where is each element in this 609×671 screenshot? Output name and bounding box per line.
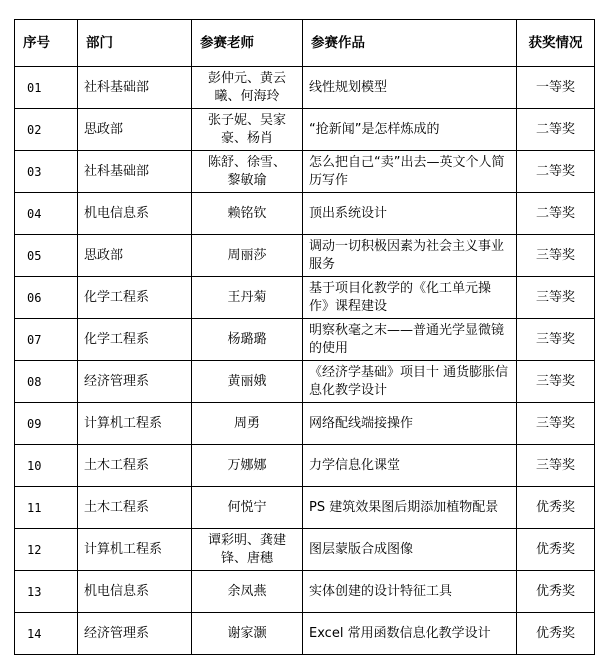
cell-dept: 经济管理系 <box>78 361 192 403</box>
header-teacher: 参赛老师 <box>192 20 303 67</box>
header-row <box>15 20 595 67</box>
cell-teacher: 周勇 <box>192 403 303 445</box>
table-body <box>15 67 595 655</box>
cell-work: PS 建筑效果图后期添加植物配景 <box>303 487 517 529</box>
cell-work: 网络配线端接操作 <box>303 403 517 445</box>
cell-work: 基于项目化教学的《化工单元操作》课程建设 <box>303 277 517 319</box>
cell-teacher: 余凤燕 <box>192 571 303 613</box>
cell-dept: 土木工程系 <box>78 445 192 487</box>
cell-teacher: 陈舒、徐雪、黎敏瑜 <box>192 151 303 193</box>
cell-dept: 化学工程系 <box>78 319 192 361</box>
cell-award: 三等奖 <box>517 445 595 487</box>
cell-teacher: 杨璐璐 <box>192 319 303 361</box>
cell-work: 《经济学基础》项目十 通货膨胀信息化教学设计 <box>303 361 517 403</box>
cell-no: 14 <box>15 613 78 655</box>
table-row <box>15 235 595 277</box>
cell-no: 03 <box>15 151 78 193</box>
cell-work: 明察秋毫之末——普通光学显微镜的使用 <box>303 319 517 361</box>
table-row <box>15 151 595 193</box>
table-header <box>15 20 595 67</box>
cell-award: 二等奖 <box>517 109 595 151</box>
cell-dept: 思政部 <box>78 109 192 151</box>
cell-teacher: 彭仲元、黄云曦、何海玲 <box>192 67 303 109</box>
cell-award: 三等奖 <box>517 361 595 403</box>
cell-work: 怎么把自己“卖”出去—英文个人简历写作 <box>303 151 517 193</box>
cell-teacher: 万娜娜 <box>192 445 303 487</box>
cell-teacher: 周丽莎 <box>192 235 303 277</box>
cell-teacher: 黄丽娥 <box>192 361 303 403</box>
table-row <box>15 67 595 109</box>
cell-teacher: 王丹菊 <box>192 277 303 319</box>
cell-award: 二等奖 <box>517 151 595 193</box>
cell-dept: 社科基础部 <box>78 67 192 109</box>
header-dept: 部门 <box>78 20 192 67</box>
cell-work: 图层蒙版合成图像 <box>303 529 517 571</box>
cell-dept: 思政部 <box>78 235 192 277</box>
table-row <box>15 571 595 613</box>
table-row <box>15 529 595 571</box>
table-row <box>15 319 595 361</box>
cell-award: 三等奖 <box>517 403 595 445</box>
cell-work: 顶出系统设计 <box>303 193 517 235</box>
cell-no: 02 <box>15 109 78 151</box>
cell-award: 三等奖 <box>517 235 595 277</box>
cell-dept: 社科基础部 <box>78 151 192 193</box>
cell-work: 调动一切积极因素为社会主义事业服务 <box>303 235 517 277</box>
cell-no: 13 <box>15 571 78 613</box>
cell-no: 01 <box>15 67 78 109</box>
header-award: 获奖情况 <box>517 20 595 67</box>
cell-award: 一等奖 <box>517 67 595 109</box>
table-row <box>15 445 595 487</box>
cell-no: 08 <box>15 361 78 403</box>
cell-no: 05 <box>15 235 78 277</box>
award-table-container <box>14 19 595 655</box>
table-row <box>15 193 595 235</box>
table-row <box>15 361 595 403</box>
cell-no: 11 <box>15 487 78 529</box>
table-row <box>15 403 595 445</box>
cell-dept: 机电信息系 <box>78 571 192 613</box>
table-row <box>15 487 595 529</box>
cell-teacher: 张子妮、吴家豪、杨肖 <box>192 109 303 151</box>
cell-teacher: 何悦宁 <box>192 487 303 529</box>
cell-award: 优秀奖 <box>517 487 595 529</box>
cell-no: 09 <box>15 403 78 445</box>
cell-award: 优秀奖 <box>517 571 595 613</box>
cell-work: 实体创建的设计特征工具 <box>303 571 517 613</box>
cell-no: 12 <box>15 529 78 571</box>
cell-award: 三等奖 <box>517 319 595 361</box>
cell-award: 优秀奖 <box>517 529 595 571</box>
cell-no: 07 <box>15 319 78 361</box>
cell-dept: 经济管理系 <box>78 613 192 655</box>
cell-award: 三等奖 <box>517 277 595 319</box>
cell-award: 优秀奖 <box>517 613 595 655</box>
header-work: 参赛作品 <box>303 20 517 67</box>
cell-no: 04 <box>15 193 78 235</box>
header-no: 序号 <box>15 20 78 67</box>
cell-dept: 计算机工程系 <box>78 403 192 445</box>
table-row <box>15 109 595 151</box>
cell-no: 06 <box>15 277 78 319</box>
cell-work: Excel 常用函数信息化教学设计 <box>303 613 517 655</box>
table-row <box>15 613 595 655</box>
cell-work: “抢新闻”是怎样炼成的 <box>303 109 517 151</box>
cell-no: 10 <box>15 445 78 487</box>
award-table <box>14 19 595 655</box>
cell-dept: 化学工程系 <box>78 277 192 319</box>
cell-work: 线性规划模型 <box>303 67 517 109</box>
cell-dept: 机电信息系 <box>78 193 192 235</box>
cell-teacher: 谢家灏 <box>192 613 303 655</box>
cell-dept: 土木工程系 <box>78 487 192 529</box>
cell-teacher: 赖铭钦 <box>192 193 303 235</box>
cell-work: 力学信息化课堂 <box>303 445 517 487</box>
table-row <box>15 277 595 319</box>
cell-award: 二等奖 <box>517 193 595 235</box>
cell-dept: 计算机工程系 <box>78 529 192 571</box>
cell-teacher: 谭彩明、龚建锋、唐穗 <box>192 529 303 571</box>
